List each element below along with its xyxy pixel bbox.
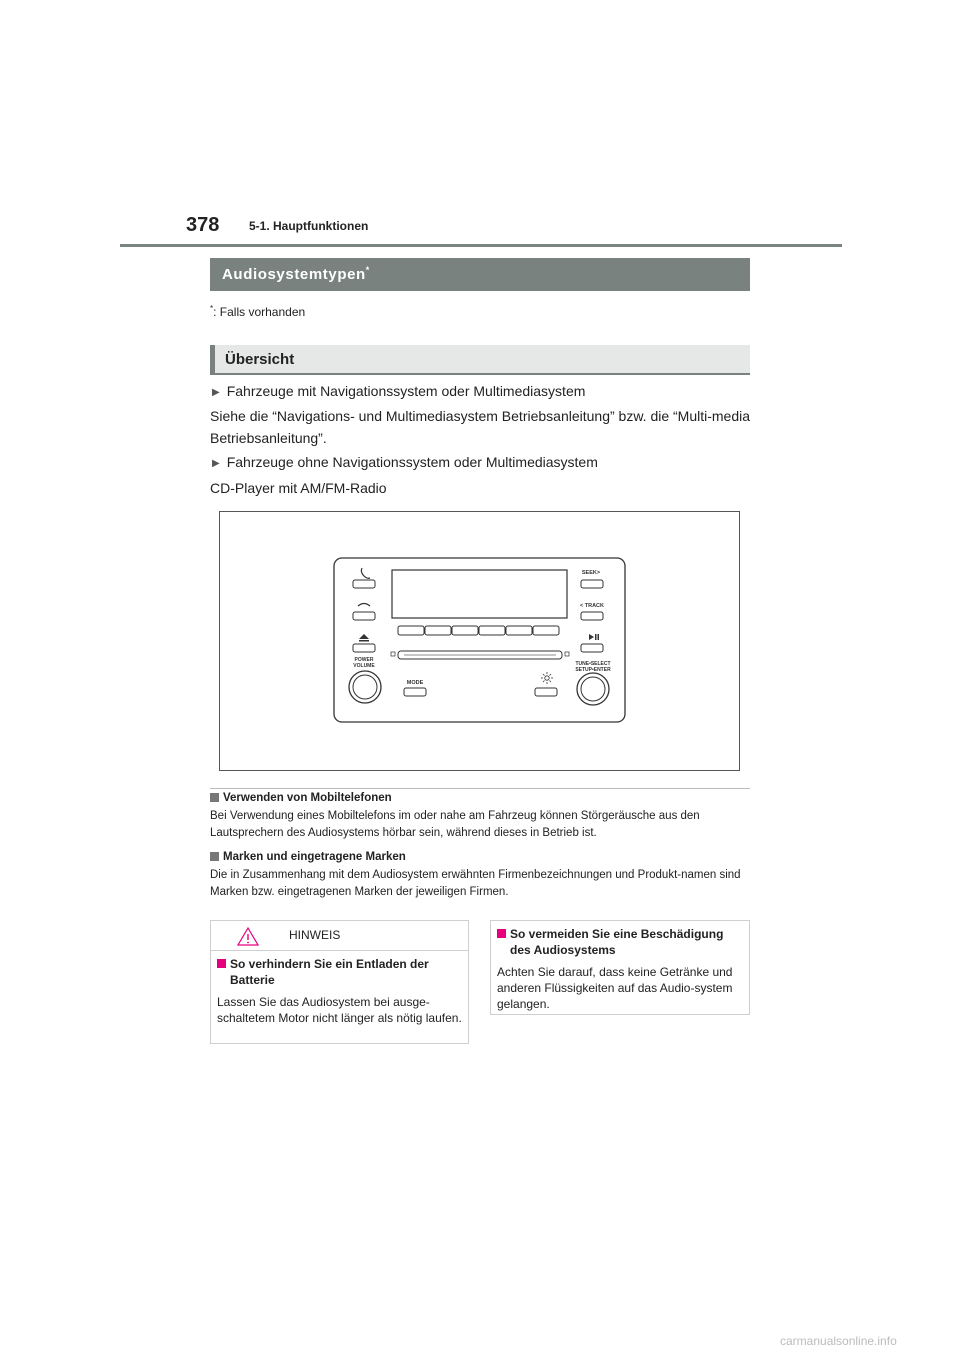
notice-heading-text: So vermeiden Sie eine Beschädigung des Audiosystems: [510, 927, 724, 957]
seek-button: [581, 580, 603, 588]
mode-button: [404, 688, 426, 696]
notice-heading-damage: [497, 926, 743, 958]
bullet-item-no-navigation: [212, 454, 598, 470]
notice-header: [211, 921, 468, 951]
brightness-button: [535, 688, 557, 696]
bullet-item-text: Fahrzeuge ohne Navigationssystem oder Multimediasystem: [226, 454, 598, 470]
page-title: [210, 258, 750, 291]
track-button: [581, 612, 603, 620]
notice-box-right: [490, 920, 750, 1015]
audio-unit-illustration: [219, 511, 740, 771]
audio-unit-svg: [220, 512, 739, 770]
footnote-text: : Falls vorhanden: [213, 305, 306, 319]
notice-heading-battery: [217, 956, 462, 988]
label-power: POWER: [354, 657, 374, 663]
triangle-bullet-icon: ▶: [212, 458, 220, 469]
section-heading-text: Verwenden von Mobiltelefonen: [223, 792, 392, 804]
triangle-bullet-icon: ▶: [212, 387, 220, 398]
footnote-mark: *: [210, 304, 214, 313]
label-setup-enter: SETUP•ENTER: [575, 667, 611, 673]
notice-label: HINWEIS: [289, 928, 341, 942]
label-track: < TRACK: [580, 603, 604, 609]
section-heading-trademarks: [210, 851, 406, 863]
label-tune-select: TUNE•SELECT: [575, 661, 611, 667]
paragraph-navigation: Siehe die “Navigations- und Multimediasystem Betriebsanleitung” bzw. die “Multi-media Betriebsanleitung”.: [210, 408, 751, 446]
phone-hangup-button: [353, 612, 375, 620]
play-pause-button: [581, 644, 603, 652]
bullet-item-navigation: [212, 383, 585, 399]
square-bullet-icon: [210, 793, 219, 802]
pink-square-bullet-icon: [217, 959, 226, 968]
label-volume: VOLUME: [353, 663, 375, 669]
notice-box-left: [210, 920, 469, 1044]
pink-square-bullet-icon: [497, 929, 506, 938]
phone-pickup-button: [353, 580, 375, 588]
footnote: [210, 304, 305, 319]
page-number: 378: [186, 214, 220, 236]
illustration-divider: [210, 788, 750, 789]
section-heading-text: Marken und eingetragene Marken: [223, 851, 406, 863]
display-screen: [392, 570, 567, 618]
section-heading-mobile: [210, 792, 392, 804]
label-mode: MODE: [406, 680, 424, 686]
bullet-item-text: Fahrzeuge mit Navigationssystem oder Multimediasystem: [226, 383, 586, 399]
square-bullet-icon: [210, 852, 219, 861]
subtitle: Übersicht: [210, 345, 750, 375]
notice-text-damage: Achten Sie darauf, dass keine Getränke und anderen Flüssigkeiten auf das Audio-system gelangen.: [497, 965, 733, 1011]
notice-text-battery: Lassen Sie das Audiosystem bei ausge-schaltetem Motor nicht länger als nötig laufen.: [217, 995, 462, 1025]
eject-button: [353, 644, 375, 652]
label-seek: SEEK>: [581, 570, 601, 576]
section-label: 5-1. Hauptfunktionen: [249, 219, 369, 233]
paragraph-cd-player: CD-Player mit AM/FM-Radio: [210, 480, 387, 496]
page-title-text: Audiosystemtypen: [222, 266, 366, 283]
notice-heading-text: So verhindern Sie ein Entladen der Batterie: [230, 957, 429, 987]
notice-body-left: [211, 951, 468, 1031]
warning-triangle-icon: [237, 927, 259, 946]
section-text-trademarks: Die in Zusammenhang mit dem Audiosystem erwähnten Firmenbezeichnungen und Produkt-namen sind Marken bzw. eingetragenen Marken der jeweiligen Firmen.: [210, 869, 741, 898]
page-title-mark: *: [365, 265, 370, 275]
header-rule: [120, 244, 842, 247]
watermark: carmanualsonline.info: [780, 1334, 897, 1348]
section-text-mobile: Bei Verwendung eines Mobiltelefons im oder nahe am Fahrzeug können Störgeräusche aus den Lautsprechern des Audiosystems hörbar sein, während dieses in Betrieb ist.: [210, 810, 700, 839]
